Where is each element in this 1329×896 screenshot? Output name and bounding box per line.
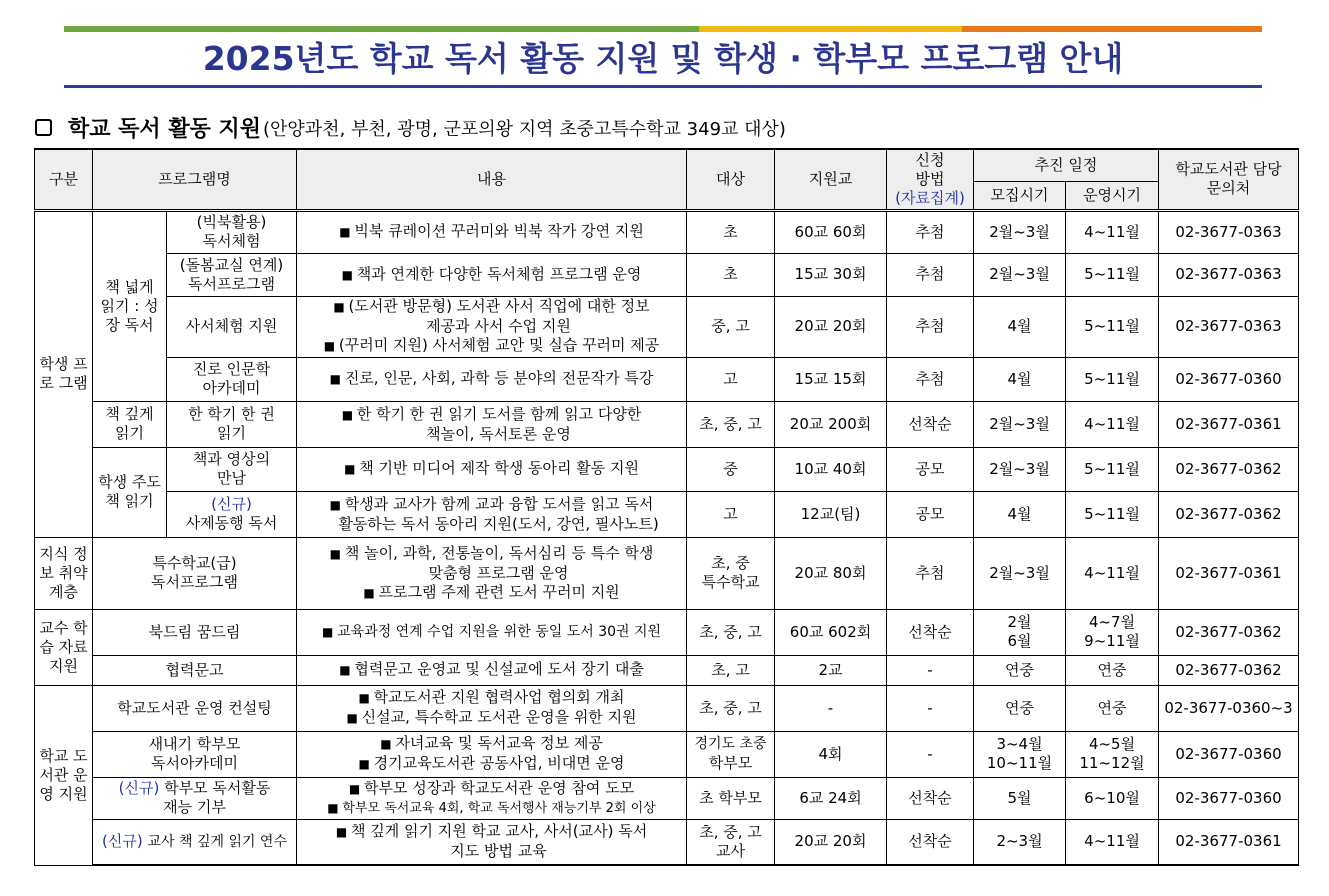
recruit-cell: 2월~3월 bbox=[974, 253, 1066, 296]
program-content: ■ 자녀교육 및 독서교육 정보 제공 ■ 경기교육도서관 공동사업, 비대면 운영 bbox=[297, 731, 687, 777]
program-content: ■ 협력문고 운영교 및 신설교에 도서 장기 대출 bbox=[297, 655, 687, 685]
program-name: (돌봄교실 연계) 독서프로그램 bbox=[167, 253, 297, 296]
schools-cell: 2교 bbox=[775, 655, 887, 685]
section-subtitle: (안양과천, 부천, 광명, 군포의왕 지역 초중고특수학교 349교 대상) bbox=[263, 118, 786, 140]
operate-cell: 4~11월 bbox=[1066, 401, 1159, 447]
contact-line2: 문의처 bbox=[1206, 179, 1251, 198]
contact-cell: 02-3677-0362 bbox=[1159, 609, 1299, 655]
program-name: 사서체험 지원 bbox=[167, 296, 297, 357]
operate-cell: 5~11월 bbox=[1066, 491, 1159, 537]
method-cell: - bbox=[887, 655, 974, 685]
schools-cell: 6교 24회 bbox=[775, 777, 887, 819]
schools-cell: 12교(팀) bbox=[775, 491, 887, 537]
table-row bbox=[35, 357, 1299, 401]
method-cell: 선착순 bbox=[887, 609, 974, 655]
program-content: ■ 책 기반 미디어 제작 학생 동아리 활동 지원 bbox=[297, 447, 687, 491]
method-cell: 추첨 bbox=[887, 537, 974, 609]
checkbox-icon bbox=[35, 119, 52, 136]
program-name: 특수학교(급) 독서프로그램 bbox=[93, 537, 297, 609]
program-name: 학교도서관 운영 컨설팅 bbox=[93, 685, 297, 731]
table-row bbox=[35, 731, 1299, 777]
contact-cell: 02-3677-0360 bbox=[1159, 357, 1299, 401]
table-row bbox=[35, 296, 1299, 357]
section-title: 학교 독서 활동 지원 bbox=[68, 117, 261, 142]
title-color-bar bbox=[64, 26, 1262, 32]
program-content: ■ 한 학기 한 권 읽기 도서를 함께 읽고 다양한 책놀이, 독서토론 운영 bbox=[297, 401, 687, 447]
group-deep-reading: 책 깊게 읽기 bbox=[93, 401, 167, 447]
header-schedule: 추진 일정 bbox=[974, 149, 1159, 181]
method-cell: - bbox=[887, 731, 974, 777]
program-content: ■ (도서관 방문형) 도서관 사서 직업에 대한 정보 제공과 사서 수업 지원 ■ (꾸러미 지원) 사서체험 교안 및 실습 꾸러미 제공 bbox=[297, 296, 687, 357]
schools-cell: 4회 bbox=[775, 731, 887, 777]
schools-cell: - bbox=[775, 685, 887, 731]
table-row bbox=[35, 210, 1299, 253]
operate-cell: 연중 bbox=[1066, 685, 1159, 731]
method-cell: 추첨 bbox=[887, 253, 974, 296]
new-tag: (신규) bbox=[102, 831, 143, 850]
table-row bbox=[35, 447, 1299, 491]
target-cell: 초 학부모 bbox=[687, 777, 775, 819]
header-recruit: 모집시기 bbox=[974, 181, 1066, 210]
program-content: ■ 교육과정 연계 수업 지원을 위한 동일 도서 30권 지원 bbox=[297, 609, 687, 655]
table-row bbox=[35, 609, 1299, 655]
new-tag: (신규) bbox=[118, 779, 160, 797]
contact-cell: 02-3677-0361 bbox=[1159, 819, 1299, 865]
operate-cell: 연중 bbox=[1066, 655, 1159, 685]
operate-cell: 4~5월 11~12월 bbox=[1066, 731, 1159, 777]
apply-line2: 방법 bbox=[915, 169, 945, 188]
target-cell: 초 bbox=[687, 210, 775, 253]
table-row bbox=[35, 401, 1299, 447]
operate-cell: 6~10월 bbox=[1066, 777, 1159, 819]
program-name: (신규) 사제동행 독서 bbox=[167, 491, 297, 537]
program-name: 진로 인문학 아카데미 bbox=[167, 357, 297, 401]
program-content: ■ 빅북 큐레이션 꾸러미와 빅북 작가 강연 지원 bbox=[297, 210, 687, 253]
table-row bbox=[35, 819, 1299, 865]
program-name: (빅북활용) 독서체험 bbox=[167, 210, 297, 253]
header-category: 구분 bbox=[35, 149, 93, 210]
target-cell: 고 bbox=[687, 357, 775, 401]
schools-cell: 15교 15회 bbox=[775, 357, 887, 401]
method-cell: 선착순 bbox=[887, 819, 974, 865]
target-cell: 초, 고 bbox=[687, 655, 775, 685]
program-content: ■ 책 놀이, 과학, 전통놀이, 독서심리 등 특수 학생 맞춤형 프로그램 운영 ■ 프로그램 주제 관련 도서 꾸러미 지원 bbox=[297, 537, 687, 609]
contact-cell: 02-3677-0363 bbox=[1159, 210, 1299, 253]
schools-cell: 60교 60회 bbox=[775, 210, 887, 253]
table-row bbox=[35, 655, 1299, 685]
program-content: ■ 학교도서관 지원 협력사업 협의회 개최 ■ 신설교, 특수학교 도서관 운영을 위한 지원 bbox=[297, 685, 687, 731]
program-content: ■ 학부모 성장과 학교도서관 운영 참여 도모 ■ 학부모 독서교육 4회, 학교 독서행사 재능기부 2회 이상 bbox=[297, 777, 687, 819]
recruit-cell: 4월 bbox=[974, 357, 1066, 401]
recruit-cell: 2월~3월 bbox=[974, 537, 1066, 609]
color-bar-green bbox=[64, 26, 699, 32]
header-operate: 운영시기 bbox=[1066, 181, 1159, 210]
header-target: 대상 bbox=[687, 149, 775, 210]
operate-cell: 5~11월 bbox=[1066, 296, 1159, 357]
method-cell: 추첨 bbox=[887, 357, 974, 401]
schools-cell: 10교 40회 bbox=[775, 447, 887, 491]
operate-cell: 5~11월 bbox=[1066, 357, 1159, 401]
method-cell: 공모 bbox=[887, 491, 974, 537]
contact-cell: 02-3677-0361 bbox=[1159, 537, 1299, 609]
target-cell: 초, 중, 고 bbox=[687, 609, 775, 655]
group-wide-reading: 책 넓게 읽기 : 성장 독서 bbox=[93, 210, 167, 401]
contact-cell: 02-3677-0360~3 bbox=[1159, 685, 1299, 731]
schools-cell: 20교 20회 bbox=[775, 819, 887, 865]
program-name: 책과 영상의 만남 bbox=[167, 447, 297, 491]
recruit-cell: 2월~3월 bbox=[974, 401, 1066, 447]
operate-cell: 4~11월 bbox=[1066, 537, 1159, 609]
contact-cell: 02-3677-0362 bbox=[1159, 447, 1299, 491]
header-schools: 지원교 bbox=[775, 149, 887, 210]
recruit-cell: 2~3월 bbox=[974, 819, 1066, 865]
target-cell: 중 bbox=[687, 447, 775, 491]
group-teaching-material: 교수 학습 자료 지원 bbox=[35, 609, 93, 685]
program-name: (신규) 교사 책 깊게 읽기 연수 bbox=[93, 819, 297, 865]
program-content: ■ 책 깊게 읽기 지원 학교 교사, 사서(교사) 독서 지도 방법 교육 bbox=[297, 819, 687, 865]
recruit-cell: 5월 bbox=[974, 777, 1066, 819]
recruit-cell: 3~4월 10~11월 bbox=[974, 731, 1066, 777]
operate-cell: 4~11월 bbox=[1066, 210, 1159, 253]
group-school-library: 학교 도서관 운영 지원 bbox=[35, 685, 93, 865]
recruit-cell: 연중 bbox=[974, 685, 1066, 731]
program-content: ■ 진로, 인문, 사회, 과학 등 분야의 전문작가 특강 bbox=[297, 357, 687, 401]
method-cell: 공모 bbox=[887, 447, 974, 491]
table-row bbox=[35, 685, 1299, 731]
recruit-cell: 2월~3월 bbox=[974, 447, 1066, 491]
method-cell: - bbox=[887, 685, 974, 731]
target-cell: 초 bbox=[687, 253, 775, 296]
contact-cell: 02-3677-0361 bbox=[1159, 401, 1299, 447]
program-content: ■ 학생과 교사가 함께 교과 융합 도서를 읽고 독서 활동하는 독서 동아리 지원(도서, 강연, 필사노트) bbox=[297, 491, 687, 537]
table-row bbox=[35, 253, 1299, 296]
page-title-box bbox=[64, 33, 1262, 85]
new-tag: (신규) bbox=[211, 495, 252, 513]
recruit-cell: 4월 bbox=[974, 296, 1066, 357]
table-row bbox=[35, 491, 1299, 537]
header-apply-method bbox=[887, 149, 974, 210]
schools-cell: 20교 20회 bbox=[775, 296, 887, 357]
program-name: 한 학기 한 권 읽기 bbox=[167, 401, 297, 447]
title-underline bbox=[64, 85, 1262, 88]
page-title: 2025년도 학교 독서 활동 지원 및 학생 · 학부모 프로그램 안내 bbox=[202, 39, 1124, 78]
apply-line1: 신청 bbox=[915, 150, 945, 169]
target-cell: 초, 중, 고 bbox=[687, 685, 775, 731]
section-heading bbox=[35, 112, 786, 143]
method-cell: 추첨 bbox=[887, 210, 974, 253]
header-contact bbox=[1159, 149, 1299, 210]
table-row bbox=[35, 537, 1299, 609]
method-cell: 선착순 bbox=[887, 401, 974, 447]
group-info-vulnerable: 지식 정보 취약 계층 bbox=[35, 537, 93, 609]
contact-cell: 02-3677-0360 bbox=[1159, 777, 1299, 819]
contact-line1: 학교도서관 담당 bbox=[1175, 160, 1282, 179]
group-student: 학생 프로 그램 bbox=[35, 210, 93, 537]
contact-cell: 02-3677-0363 bbox=[1159, 296, 1299, 357]
color-bar-yellow bbox=[699, 26, 963, 32]
program-table bbox=[34, 148, 1299, 866]
target-cell: 고 bbox=[687, 491, 775, 537]
recruit-cell: 연중 bbox=[974, 655, 1066, 685]
program-name: (신규) 학부모 독서활동 재능 기부 bbox=[93, 777, 297, 819]
method-cell: 선착순 bbox=[887, 777, 974, 819]
contact-cell: 02-3677-0362 bbox=[1159, 491, 1299, 537]
operate-cell: 5~11월 bbox=[1066, 253, 1159, 296]
header-content: 내용 bbox=[297, 149, 687, 210]
table-row bbox=[35, 777, 1299, 819]
contact-cell: 02-3677-0363 bbox=[1159, 253, 1299, 296]
schools-cell: 20교 80회 bbox=[775, 537, 887, 609]
operate-cell: 4~11월 bbox=[1066, 819, 1159, 865]
recruit-cell: 4월 bbox=[974, 491, 1066, 537]
apply-note: (자료집계) bbox=[895, 188, 965, 207]
target-cell: 초, 중 특수학교 bbox=[687, 537, 775, 609]
recruit-cell: 2월~3월 bbox=[974, 210, 1066, 253]
program-content: ■ 책과 연계한 다양한 독서체험 프로그램 운영 bbox=[297, 253, 687, 296]
target-cell: 초, 중, 고 교사 bbox=[687, 819, 775, 865]
header-program: 프로그램명 bbox=[93, 149, 297, 210]
program-name: 새내기 학부모 독서아카데미 bbox=[93, 731, 297, 777]
program-name: 협력문고 bbox=[93, 655, 297, 685]
schools-cell: 60교 602회 bbox=[775, 609, 887, 655]
target-cell: 경기도 초중 학부모 bbox=[687, 731, 775, 777]
recruit-cell: 2월 6월 bbox=[974, 609, 1066, 655]
target-cell: 중, 고 bbox=[687, 296, 775, 357]
target-cell: 초, 중, 고 bbox=[687, 401, 775, 447]
schools-cell: 20교 200회 bbox=[775, 401, 887, 447]
operate-cell: 5~11월 bbox=[1066, 447, 1159, 491]
color-bar-orange bbox=[962, 26, 1262, 32]
program-name: 북드림 꿈드림 bbox=[93, 609, 297, 655]
operate-cell: 4~7월 9~11월 bbox=[1066, 609, 1159, 655]
contact-cell: 02-3677-0360 bbox=[1159, 731, 1299, 777]
schools-cell: 15교 30회 bbox=[775, 253, 887, 296]
method-cell: 추첨 bbox=[887, 296, 974, 357]
group-student-led: 학생 주도 책 읽기 bbox=[93, 447, 167, 537]
contact-cell: 02-3677-0362 bbox=[1159, 655, 1299, 685]
